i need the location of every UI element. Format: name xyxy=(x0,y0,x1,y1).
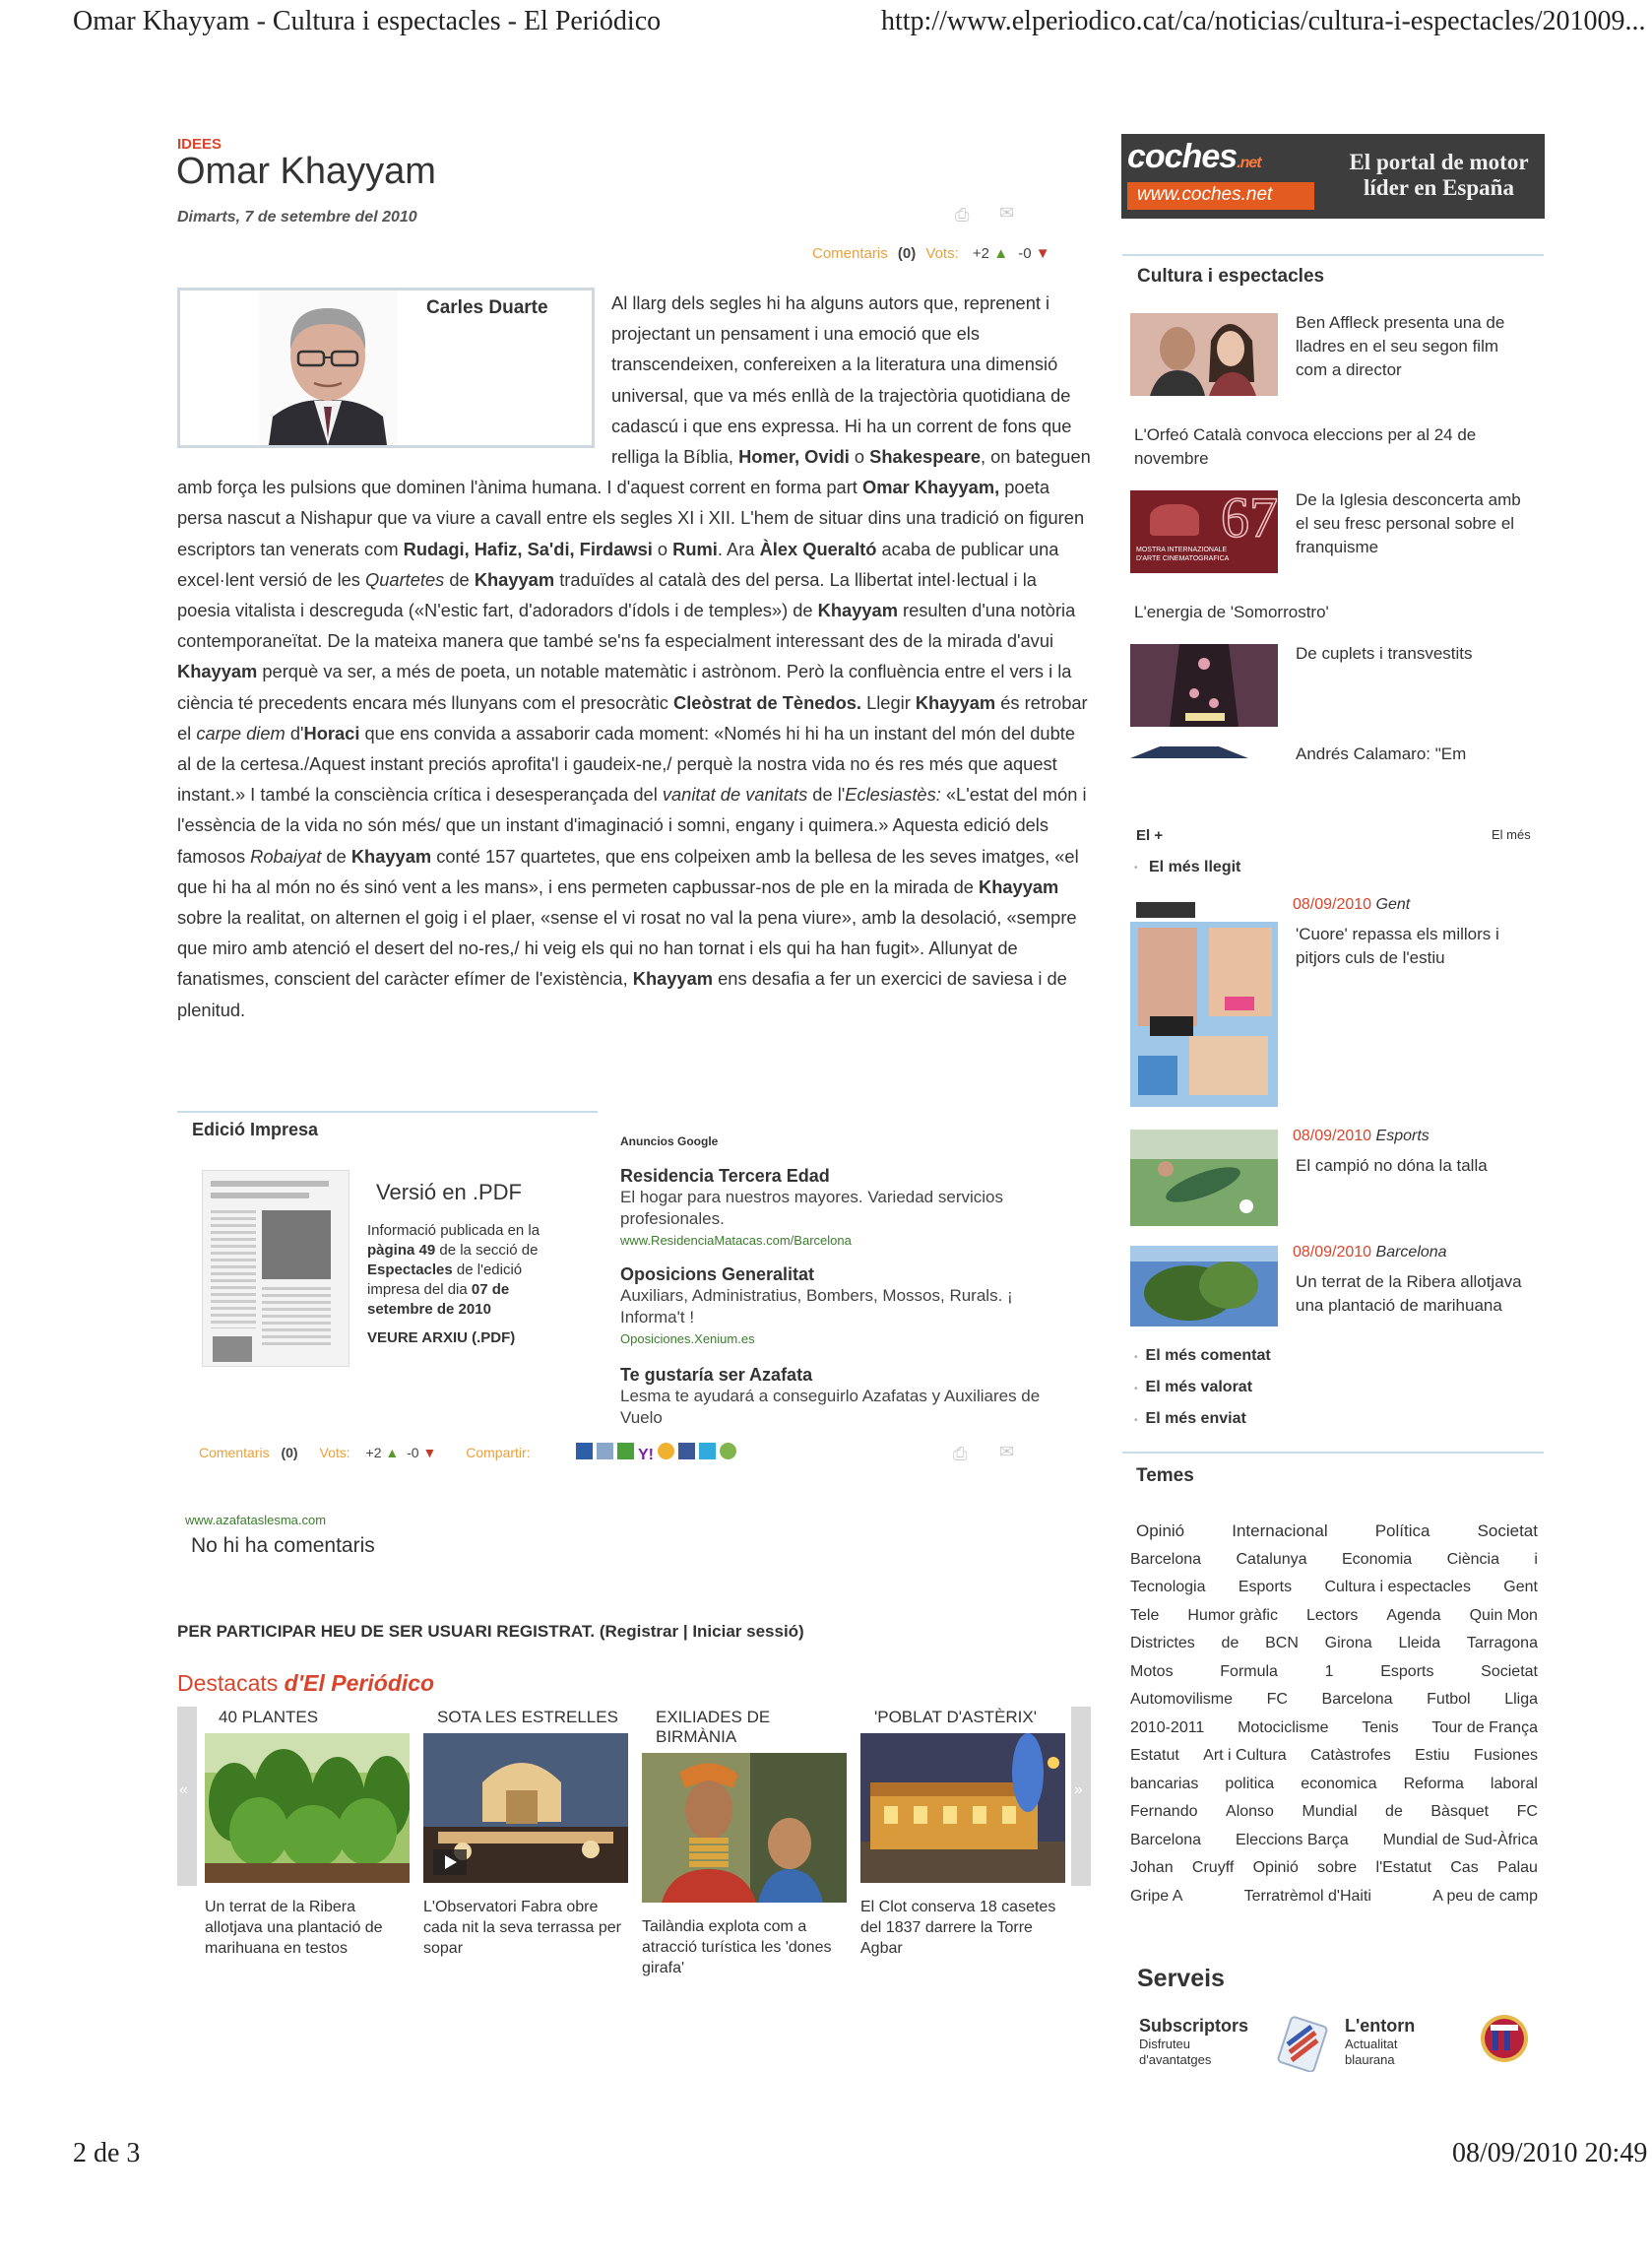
edicio-title: Edició Impresa xyxy=(192,1120,319,1139)
news-link[interactable]: Andrés Calamaro: "Em xyxy=(1296,744,1467,762)
destacat-image[interactable] xyxy=(860,1733,1065,1883)
tag-link[interactable]: Humor gràfic xyxy=(1187,1606,1278,1624)
news-thumbnail[interactable] xyxy=(1130,746,1278,758)
pdf-info-strong: pàgina 49 xyxy=(367,1242,436,1259)
pdf-info-strong: Espectacles xyxy=(367,1261,453,1278)
body-strong: Khayyam xyxy=(632,968,714,990)
tag-link[interactable]: Barcelona xyxy=(1130,1831,1202,1848)
elmes-meta xyxy=(1293,896,1410,914)
tag-link[interactable]: Barcelona xyxy=(1130,1550,1202,1568)
temes-title: Temes xyxy=(1136,1465,1194,1486)
ad-url[interactable]: www.ResidenciaMatacas.com/Barcelona xyxy=(620,1233,852,1248)
votes-down-count: -0 xyxy=(407,1445,419,1460)
elmes-meta xyxy=(1293,1244,1447,1261)
ad-item[interactable] xyxy=(620,1365,1063,1429)
body-strong: Horaci xyxy=(303,722,360,744)
tag-link[interactable]: Automovilisme xyxy=(1130,1691,1234,1708)
email-icon[interactable]: ✉ xyxy=(999,203,1015,223)
tag-row xyxy=(1130,1827,1538,1855)
tag-link[interactable]: Cruyff xyxy=(1191,1859,1235,1876)
venice-number: 67 xyxy=(1221,485,1278,550)
body-strong: Homer, Ovidi xyxy=(738,446,850,468)
service-subtitle: Disfruteu d'avantatges xyxy=(1139,2037,1212,2067)
tag-link[interactable]: Fernando xyxy=(1130,1803,1198,1820)
body-text: Llegir xyxy=(860,691,916,713)
tab-mes-comentat[interactable]: • El més comentat xyxy=(1134,1347,1271,1364)
carousel-next-button[interactable]: » xyxy=(1071,1707,1091,1886)
ad-text: Auxiliars, Administratius, Bombers, Mossos, Rurals. ¡ Informa't ! xyxy=(620,1286,1013,1326)
thumbs-up-icon[interactable]: ▲ xyxy=(385,1445,400,1460)
digg-icon[interactable] xyxy=(597,1443,613,1459)
destacat-tag: 40 PLANTES xyxy=(219,1708,319,1726)
tag-row xyxy=(1130,1798,1538,1827)
share-more-icon[interactable] xyxy=(720,1443,736,1459)
tag-row xyxy=(1130,1574,1538,1602)
twitter-icon[interactable] xyxy=(699,1443,716,1459)
banner-tagline xyxy=(1338,150,1540,201)
body-text: sobre la realitat, on alternen el goig i el plaer, «sense el vi rosat no val la pena viure», amb la desolació, «sempre que miro amb atenció el desert del no-res,/ hi veig els qui no han tornat i els qui ha han fugit». Allunyat de fanatismes, conscient del caràcter efímer de l'existència, xyxy=(177,907,1077,990)
tag-link[interactable]: Palau xyxy=(1497,1859,1538,1876)
body-em: Robaiyat xyxy=(250,845,322,867)
tag-link[interactable]: bancarias xyxy=(1130,1775,1199,1792)
tag-link[interactable]: Fusiones xyxy=(1474,1747,1538,1764)
lion-icon xyxy=(1150,504,1199,536)
tag-link[interactable]: economica xyxy=(1301,1775,1377,1792)
banner-logo xyxy=(1127,138,1261,176)
tag-row xyxy=(1130,1714,1538,1743)
tag-link[interactable]: FC xyxy=(1516,1803,1538,1820)
yahoo-icon[interactable]: Y! xyxy=(638,1447,654,1463)
tag-link[interactable]: Tecnologia xyxy=(1130,1579,1206,1595)
tag-link[interactable]: Art i Cultura xyxy=(1203,1747,1287,1764)
tab-mes-llegit[interactable]: El més llegit xyxy=(1149,859,1241,875)
body-text: . Ara xyxy=(717,538,760,559)
tag-link[interactable]: Motos xyxy=(1130,1662,1174,1680)
body-text: que ens convida a assaborir cada moment: «Només hi hi ha un instant del món del dubte al de la certesa./Aquest instant preciós aprofita'l i gaudeix-ne,/ perquè la nostra vida no és res més que aquest instant.» I també la consciència crítica i desesperançada del xyxy=(177,722,1076,806)
elmes-tabs xyxy=(1134,1347,1271,1442)
subscriptors-card-icon[interactable] xyxy=(1276,2015,1329,2072)
elmes-link[interactable]: 'Cuore' repassa els millors i pitjors culs de l'estiu xyxy=(1296,925,1499,967)
destacat-image[interactable] xyxy=(205,1733,410,1883)
tag-row xyxy=(1130,1602,1538,1631)
news-link[interactable]: De la Iglesia desconcerta amb el seu fresc personal sobre el franquisme xyxy=(1296,490,1521,556)
service-title[interactable]: L'entorn xyxy=(1345,2016,1416,2036)
destacat-tag: EXILIADES DE BIRMÀNIA xyxy=(656,1708,771,1746)
destacat-caption[interactable]: Tailàndia explota com a atracció turística les 'dones girafa' xyxy=(642,1918,832,1976)
body-em: carpe diem xyxy=(196,722,286,744)
news-link[interactable]: De cuplets i transvestits xyxy=(1296,644,1473,663)
body-strong: Khayyam xyxy=(817,600,898,621)
tag-link[interactable]: FC xyxy=(1266,1691,1288,1708)
tag-link[interactable]: Estiu xyxy=(1415,1747,1450,1764)
tag-link[interactable]: Quin Mon xyxy=(1469,1606,1538,1624)
body-strong: Rudagi, Hafiz, Sa'di, Firdawsi xyxy=(403,538,653,559)
tag-link[interactable]: Economia xyxy=(1342,1550,1413,1568)
body-text: o xyxy=(652,538,673,559)
tag-link[interactable]: Cultura i espectacles xyxy=(1324,1579,1471,1595)
news-thumbnail[interactable] xyxy=(1130,1130,1278,1226)
tag-link[interactable]: Gripe A xyxy=(1130,1887,1183,1905)
tag-link[interactable]: Política xyxy=(1374,1521,1430,1540)
tag-link[interactable]: Opinió xyxy=(1136,1521,1185,1540)
tag-link[interactable]: 1 xyxy=(1324,1662,1334,1680)
body-text: Al llarg dels segles hi ha alguns autors que, reprenent i projectant un pensament i una emoció que els transcendeixen, confereixen a la literatura una dimensió universal, que va més enllà de la trajectòria quotidiana de cadascú i que ens expressa. Hi ha un corrent de fons que relliga la Bíblia, xyxy=(611,292,1072,468)
ad-url[interactable]: Oposiciones.Xenium.es xyxy=(620,1331,755,1346)
body-strong: Shakespeare xyxy=(869,446,981,468)
tab-mes-enviat[interactable]: • El més enviat xyxy=(1134,1410,1246,1427)
body-text: conté 157 quartetes, que ens colpeixen amb la bellesa de les seves imatges, «el que hi ha al món no és sinó vent a les mans», i ens permeten capbussar-nos de ple en la mirada de xyxy=(177,845,1079,897)
votes-down-count: -0 xyxy=(1018,245,1032,262)
destacat-item[interactable] xyxy=(642,1708,851,1978)
elmes-date: 08/09/2010 xyxy=(1293,1128,1372,1144)
tag-link[interactable]: Johan xyxy=(1130,1859,1174,1876)
elmes-section: Gent xyxy=(1375,896,1411,913)
tag-row xyxy=(1130,1771,1538,1799)
pdf-info-strong: 07 de setembre de 2010 xyxy=(367,1281,510,1318)
tag-link[interactable]: Cas xyxy=(1450,1859,1479,1876)
comments-link[interactable]: Comentaris xyxy=(812,245,888,262)
pdf-info xyxy=(367,1221,564,1320)
tab-label: El més enviat xyxy=(1145,1410,1246,1427)
destacats-title-brand: d'El Periódico xyxy=(284,1670,435,1696)
destacat-image[interactable] xyxy=(642,1753,847,1903)
tag-link[interactable]: 2010-2011 xyxy=(1130,1718,1205,1736)
tag-link[interactable]: Tarragona xyxy=(1466,1635,1538,1651)
elmes-more-link[interactable]: El més xyxy=(1492,827,1531,842)
share-label: Compartir: xyxy=(466,1445,531,1460)
tag-link[interactable]: Opinió xyxy=(1252,1859,1299,1876)
tag-link[interactable]: de xyxy=(1221,1635,1239,1651)
tag-link[interactable]: A peu de camp xyxy=(1432,1887,1538,1905)
body-em: Quartetes xyxy=(365,568,445,590)
banner-tagline-line: líder en España xyxy=(1364,175,1514,200)
tag-link[interactable]: Catàstrofes xyxy=(1309,1747,1391,1764)
body-text: acaba de publicar una excel·lent versió de les xyxy=(177,538,1059,590)
elmes-section: Barcelona xyxy=(1375,1244,1447,1261)
print-icon[interactable]: ⎙ xyxy=(953,1444,968,1463)
thumbs-down-icon[interactable]: ▼ xyxy=(422,1445,437,1460)
section-label[interactable]: IDEES xyxy=(177,136,222,153)
service-item[interactable] xyxy=(1139,2016,1267,2068)
body-text: d' xyxy=(285,722,304,744)
banner-logo-suffix: .net xyxy=(1237,155,1261,171)
body-text: traduïdes al català des del persa. La llibertat intel·lectual i la poesia vitalista i descreguda («N'estic fart, d'adoradors d'ídols i de temples») de xyxy=(177,568,1037,621)
ad-title[interactable]: Oposicions Generalitat xyxy=(620,1264,815,1284)
float-spacer xyxy=(177,288,611,450)
elmes-date: 08/09/2010 xyxy=(1293,896,1372,913)
body-text: poeta persa nascut a Nishapur que va viure a cavall entre els segles XI i XII. L'hem de situar dins una tradició on figuren escriptors tan venerats com xyxy=(177,477,1085,559)
body-text: perquè va ser, a més de poeta, un notable matemàtic i astrònom. Però la confluència entre el vers i la ciència té precedents encara més llunyans com el presocràtic xyxy=(177,661,1072,713)
pdf-download-link[interactable]: VEURE ARXIU (.PDF) xyxy=(367,1329,516,1346)
tag-link[interactable]: Gent xyxy=(1503,1579,1538,1595)
tag-row xyxy=(1130,1518,1538,1546)
bullet-icon: • xyxy=(1134,863,1138,873)
tag-link[interactable]: Lliga xyxy=(1504,1691,1538,1708)
tag-row xyxy=(1130,1686,1538,1714)
article-body xyxy=(177,288,1093,1025)
carousel-prev-button[interactable]: « xyxy=(177,1707,197,1886)
service-item[interactable] xyxy=(1345,2016,1463,2068)
article-date: Dimarts, 7 de setembre del 2010 xyxy=(177,209,417,226)
venice-caption: MOSTRA INTERNAZIONALE D'ARTE CINEMATOGRAFICA xyxy=(1136,547,1230,562)
tag-link[interactable]: BCN xyxy=(1265,1635,1299,1651)
tag-link[interactable]: Estatut xyxy=(1130,1747,1179,1764)
destacat-item[interactable] xyxy=(423,1708,632,1959)
destacat-tag: 'POBLAT D'ASTÈRIX' xyxy=(874,1708,1037,1726)
print-icon[interactable]: ⎙ xyxy=(955,205,970,225)
destacats-title-text: Destacats xyxy=(177,1670,285,1696)
votes-up-count: +2 xyxy=(365,1445,382,1460)
destacat-item[interactable] xyxy=(860,1708,1069,1959)
body-strong: Àlex Queraltó xyxy=(759,538,877,559)
body-strong: Cleòstrat de Tènedos. xyxy=(673,691,861,713)
tab-label: El més valorat xyxy=(1145,1379,1253,1395)
tab-mes-valorat[interactable]: • El més valorat xyxy=(1134,1379,1253,1395)
ad-text: Lesma te ayudará a conseguirlo Azafatas y Auxiliares de Vuelo xyxy=(620,1387,1041,1427)
bottom-action-bar xyxy=(199,1445,531,1460)
tag-link[interactable]: Ciència xyxy=(1446,1550,1499,1568)
cultura-title: Cultura i espectacles xyxy=(1137,266,1325,287)
destacat-item[interactable] xyxy=(205,1708,413,1959)
body-text: «L'estat del món i l'essència de la vida no són més/ que un instant d'imaginació i somni, engany i quimera.» Aquesta edició dels famosos xyxy=(177,784,1087,867)
tag-link[interactable]: Agenda xyxy=(1386,1606,1441,1624)
article-title: Omar Khayyam xyxy=(176,151,436,192)
elmes-link[interactable]: Un terrat de la Ribera allotjava una plantació de marihuana xyxy=(1296,1272,1522,1315)
tag-row xyxy=(1130,1854,1538,1883)
ad-item[interactable] xyxy=(620,1166,1063,1248)
votes-label: Vots: xyxy=(925,245,959,262)
destacat-caption[interactable]: El Clot conserva 18 casetes del 1837 darrere la Torre Agbar xyxy=(860,1899,1056,1957)
tag-row xyxy=(1130,1546,1538,1575)
tag-link[interactable]: Bàsquet xyxy=(1430,1803,1490,1820)
news-link[interactable]: L'Orfeó Català convoca eleccions per al 24 de novembre xyxy=(1134,425,1477,468)
elmes-link[interactable]: El campió no dóna la talla xyxy=(1296,1156,1488,1175)
tag-link[interactable]: Esports xyxy=(1238,1579,1293,1595)
divider xyxy=(177,1111,598,1113)
article-meta xyxy=(812,245,1050,262)
pdf-info-text: Informació publicada en la xyxy=(367,1222,540,1239)
votes-label: Vots: xyxy=(319,1445,350,1460)
pdf-info-text: de la secció de xyxy=(435,1242,539,1259)
serveis-title: Serveis xyxy=(1137,1965,1225,1992)
body-text: resulten d'una notòria contemporaneïtat. De la mateixa manera que també se'ns fa especialment interessant des de la mirada d'avui xyxy=(177,600,1076,652)
news-thumbnail[interactable] xyxy=(1130,485,1278,573)
body-text: ens desafia a fer un exercici de saviesa i de plenitud. xyxy=(177,968,1067,1020)
ad-title[interactable]: Te gustaría ser Azafata xyxy=(620,1365,813,1385)
ads-label: Anuncios Google xyxy=(620,1134,719,1148)
tag-link[interactable]: laboral xyxy=(1490,1775,1538,1792)
body-strong: Omar Khayyam, xyxy=(861,477,1000,498)
body-strong: Khayyam xyxy=(915,691,996,713)
tag-link[interactable]: Futbol xyxy=(1427,1691,1471,1708)
tag-cloud xyxy=(1130,1518,1538,1910)
elmes-section: Esports xyxy=(1375,1128,1430,1144)
body-em: vanitat de vanitats xyxy=(662,784,808,806)
banner-url: www.coches.net xyxy=(1127,182,1314,210)
ad-title[interactable]: Residencia Tercera Edad xyxy=(620,1166,830,1186)
tag-row xyxy=(1130,1883,1538,1911)
destacats-title xyxy=(177,1670,434,1697)
service-subtitle: Actualitat blaurana xyxy=(1345,2037,1398,2067)
tag-link[interactable]: Lectors xyxy=(1305,1606,1359,1624)
tag-link[interactable]: Tenis xyxy=(1362,1718,1399,1736)
news-thumbnail[interactable] xyxy=(1130,313,1278,396)
tag-link[interactable]: Reforma xyxy=(1403,1775,1464,1792)
print-page-title: Omar Khayyam - Cultura i espectacles - El Periódico xyxy=(73,6,662,36)
ad-item[interactable] xyxy=(620,1264,1063,1346)
tag-link[interactable]: Societat xyxy=(1477,1521,1538,1540)
divider xyxy=(1122,1452,1544,1454)
tag-link[interactable]: l'Estatut xyxy=(1375,1859,1431,1876)
tag-link[interactable]: Catalunya xyxy=(1236,1550,1307,1568)
banner-tagline-line: El portal de motor xyxy=(1349,150,1529,174)
tag-link[interactable]: Formula xyxy=(1220,1662,1278,1680)
destacat-caption[interactable]: L'Observatori Fabra obre cada nit la seva terrassa per sopar xyxy=(423,1899,621,1957)
pdf-info-text: de l'edició impresa del dia xyxy=(367,1261,523,1298)
no-comments-text: No hi ha comentaris xyxy=(191,1534,375,1557)
news-thumbnail[interactable] xyxy=(1130,1246,1278,1326)
author-name[interactable]: Carles Duarte xyxy=(426,297,548,318)
body-text: o xyxy=(849,446,870,468)
tag-link[interactable]: Societat xyxy=(1481,1662,1538,1680)
pdf-thumbnail[interactable] xyxy=(202,1170,349,1367)
tag-link[interactable]: politica xyxy=(1225,1775,1275,1792)
print-datetime: 08/09/2010 20:49 xyxy=(1452,2138,1648,2168)
tab-label: El més comentat xyxy=(1145,1347,1271,1364)
body-strong: Khayyam xyxy=(474,568,555,590)
body-text: és retrobar el xyxy=(177,691,1088,744)
elmes-date: 08/09/2010 xyxy=(1293,1244,1372,1261)
fcb-crest-icon[interactable] xyxy=(1479,2013,1530,2064)
body-strong: Rumi xyxy=(672,538,718,559)
banner-logo-text: coches xyxy=(1127,138,1238,175)
body-text: de l' xyxy=(807,784,846,806)
tag-link[interactable]: Girona xyxy=(1324,1635,1372,1651)
tag-link[interactable]: Mundial xyxy=(1302,1803,1358,1820)
tag-link[interactable]: sobre xyxy=(1317,1859,1358,1876)
service-title[interactable]: Subscriptors xyxy=(1139,2016,1249,2036)
tag-link[interactable]: Tour de França xyxy=(1431,1718,1538,1736)
netvibes-icon[interactable] xyxy=(658,1443,674,1459)
news-link[interactable]: Ben Affleck presenta una de lladres en el seu segon film com a director xyxy=(1296,313,1505,379)
body-strong: Khayyam xyxy=(350,845,432,867)
tag-row xyxy=(1130,1658,1538,1687)
comments-count: (0) xyxy=(281,1445,298,1460)
print-page-number: 2 de 3 xyxy=(73,2138,141,2168)
tag-link[interactable]: Lleida xyxy=(1398,1635,1441,1651)
news-link[interactable]: L'energia de 'Somorrostro' xyxy=(1134,603,1329,621)
elmes-meta xyxy=(1293,1128,1430,1145)
ad-url[interactable]: www.azafataslesma.com xyxy=(185,1513,327,1527)
body-strong: Khayyam xyxy=(979,875,1059,897)
tag-link[interactable]: Motociclisme xyxy=(1238,1718,1329,1736)
body-em: Eclesiastès: xyxy=(845,784,941,806)
body-text: de xyxy=(321,845,351,867)
tag-link[interactable]: Tele xyxy=(1130,1606,1160,1624)
register-notice[interactable]: PER PARTICIPAR HEU DE SER USUARI REGISTRAT. (Registrar | Iniciar sessió) xyxy=(177,1622,804,1641)
pdf-version-title[interactable]: Versió en .PDF xyxy=(376,1180,522,1204)
email-icon[interactable]: ✉ xyxy=(999,1442,1015,1461)
facebook-icon[interactable] xyxy=(678,1443,695,1459)
meneame-icon[interactable] xyxy=(617,1443,634,1459)
print-url: http://www.elperiodico.cat/ca/noticias/cultura-i-espectacles/201009... xyxy=(881,6,1646,36)
tag-row xyxy=(1130,1742,1538,1771)
delicious-icon[interactable] xyxy=(576,1443,593,1459)
body-text: de xyxy=(444,568,475,590)
tag-link[interactable]: Barcelona xyxy=(1321,1691,1393,1708)
destacat-caption[interactable]: Un terrat de la Ribera allotjava una plantació de marihuana en testos xyxy=(205,1899,383,1957)
body-text: , on bateguen amb força les pulsions que dominen l'ànima humana. I d'aquest corrent en forma part xyxy=(177,446,1091,498)
comments-count: (0) xyxy=(897,245,917,262)
thumbs-up-icon[interactable]: ▲ xyxy=(993,245,1009,262)
ad-text: El hogar para nuestros mayores. Variedad servicios profesionales. xyxy=(620,1188,1003,1228)
divider xyxy=(1122,254,1544,256)
tag-link[interactable]: Esports xyxy=(1380,1662,1434,1680)
coches-banner[interactable] xyxy=(1121,134,1545,219)
tag-link[interactable]: Districtes xyxy=(1130,1635,1195,1651)
news-thumbnail[interactable] xyxy=(1130,644,1278,727)
tag-link[interactable]: Terratrèmol d'Haiti xyxy=(1243,1887,1371,1905)
tag-link[interactable]: i xyxy=(1534,1550,1538,1568)
body-strong: Khayyam xyxy=(177,661,258,682)
tag-link[interactable]: Internacional xyxy=(1232,1521,1328,1540)
tag-link[interactable]: Alonso xyxy=(1226,1803,1274,1820)
tag-link[interactable]: Mundial de Sud-Àfrica xyxy=(1382,1831,1538,1848)
elmes-title: El + xyxy=(1136,827,1164,844)
tag-row xyxy=(1130,1630,1538,1658)
news-thumbnail[interactable] xyxy=(1130,898,1278,1107)
share-icons xyxy=(576,1443,736,1464)
tag-link[interactable]: de xyxy=(1385,1803,1403,1820)
comments-link[interactable]: Comentaris xyxy=(199,1445,270,1460)
destacat-tag: SOTA LES ESTRELLES xyxy=(437,1708,618,1726)
thumbs-down-icon[interactable]: ▼ xyxy=(1035,245,1050,262)
destacat-image[interactable] xyxy=(423,1733,628,1883)
tag-link[interactable]: Eleccions Barça xyxy=(1235,1831,1349,1848)
votes-up-count: +2 xyxy=(972,245,990,262)
